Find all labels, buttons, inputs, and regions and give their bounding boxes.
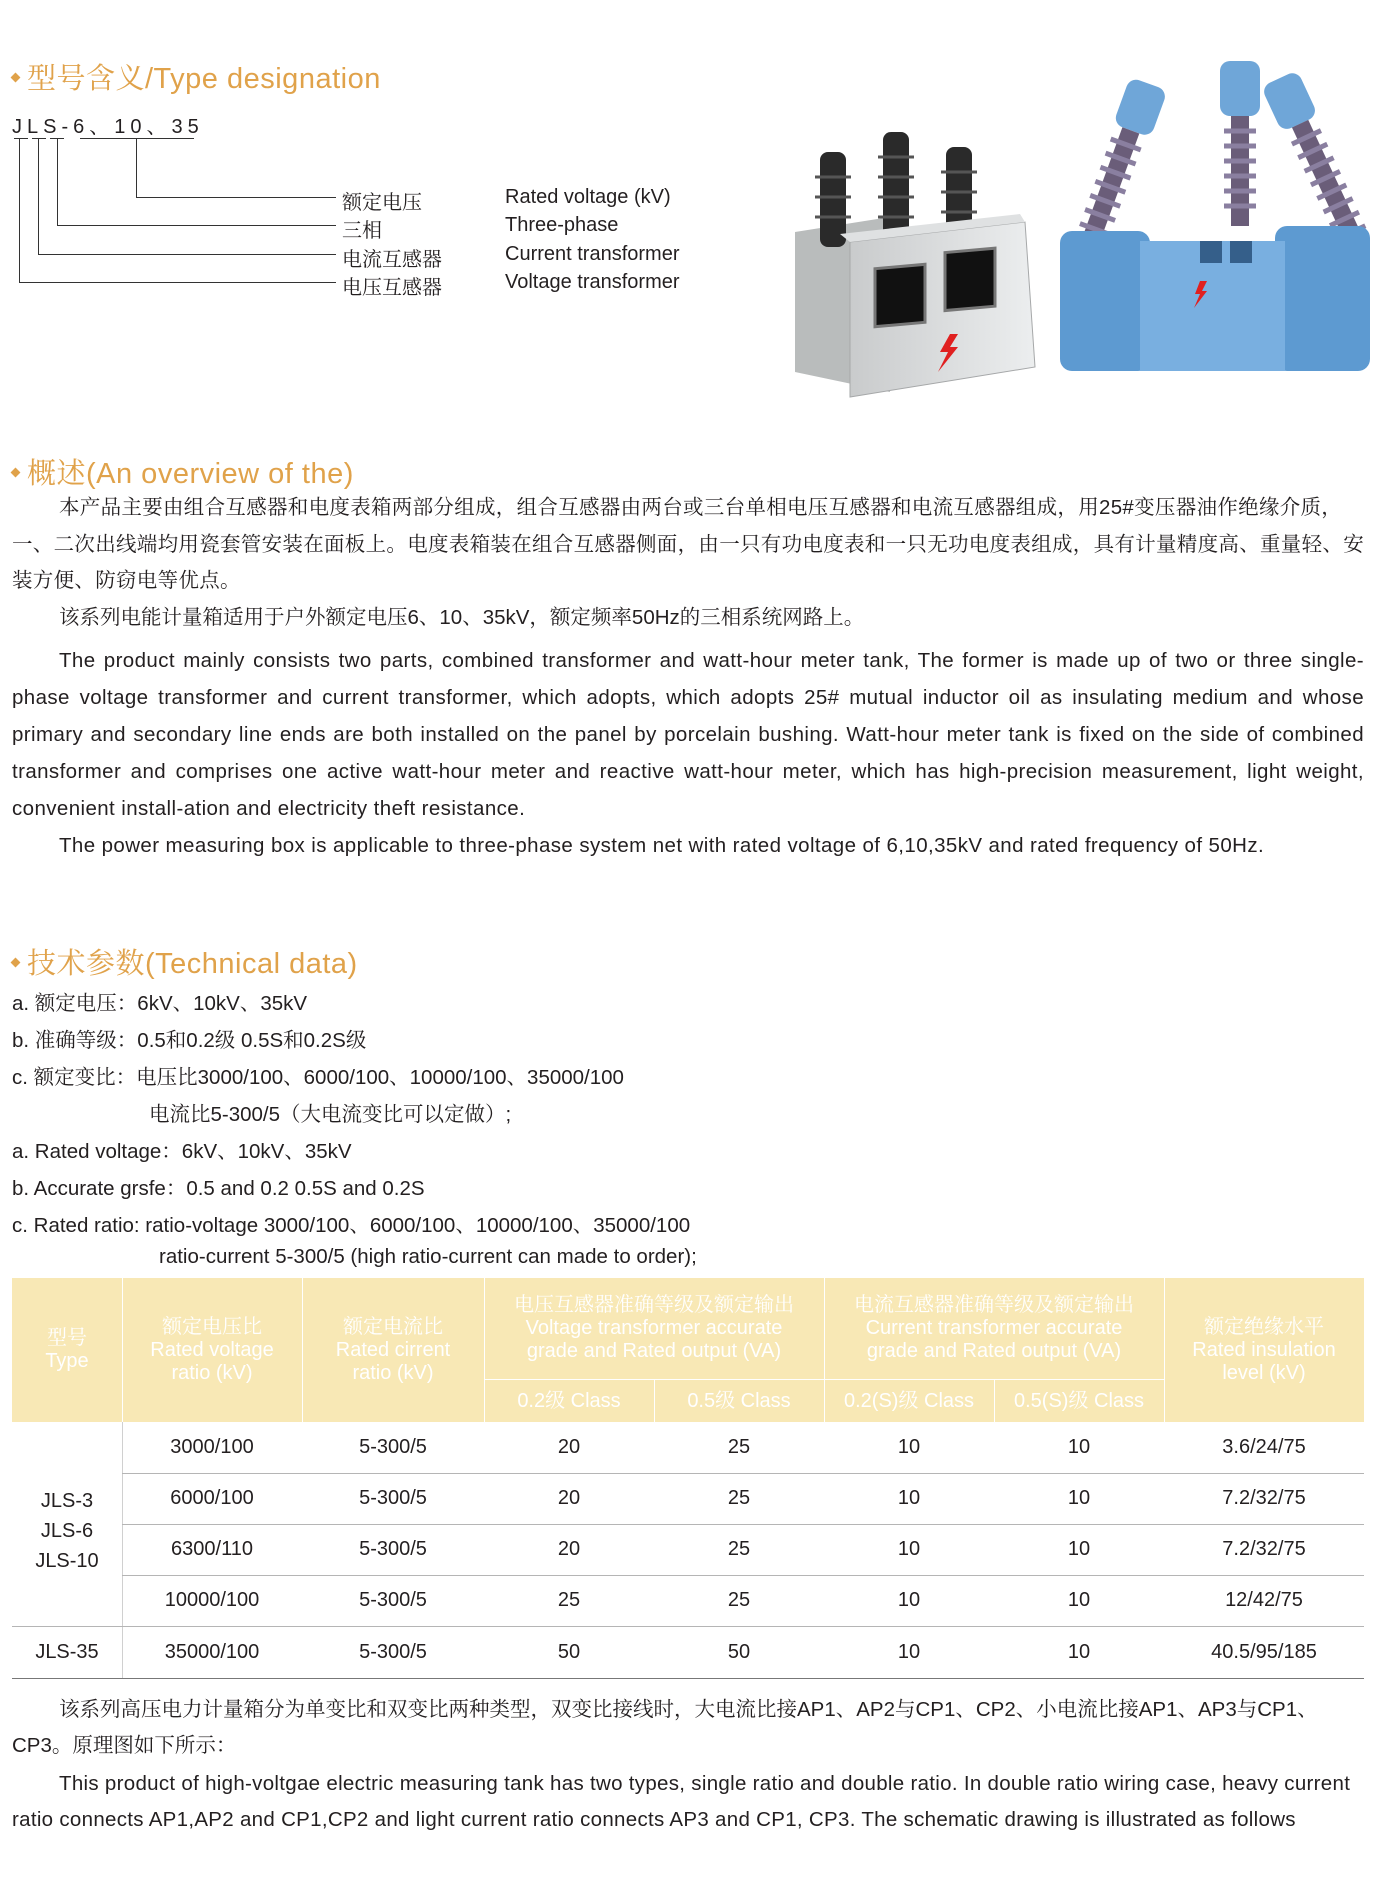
tech-line-rated-voltage-zh: a. 额定电压：6kV、10kV、35kV xyxy=(12,992,308,1015)
cell-ct-05s: 10 xyxy=(1067,1487,1091,1509)
leader-line xyxy=(19,282,336,283)
cell-insulation: 7.2/32/75 xyxy=(1222,1487,1306,1509)
legend-en-phase: Three-phase xyxy=(505,214,619,236)
type-designation-heading: 型号含义/Type designation xyxy=(12,56,381,97)
overview-en-paragraph-1: The product mainly consists two parts, combined transformer and watt-hour meter tank, The former is made up of two or three single-phase voltage transformer and current transformer, which adopts, which adopts 25# mutual inductor oil as insulating medium and whose primary and secondary line ends are both installed on the panel by porcelain bushing. Watt-hour meter tank is fixed on the side of combined transformer and comprises one active watt-hour meter and reactive watt-hour meter, which has high-precision measurement, light weight, convenient install-ation and electricity theft resistance. xyxy=(12,649,1364,820)
leader-line xyxy=(57,225,336,226)
leader-line xyxy=(19,139,20,282)
notes-zh-paragraph: 该系列高压电力计量箱分为单变比和双变比两种类型，双变比接线时，大电流比接AP1、AP2与CP1、CP2、小电流比接AP1、AP3与CP1、CP3。原理图如下所示： xyxy=(12,1698,1318,1757)
cell-vt-05: 50 xyxy=(727,1641,751,1663)
cell-current-ratio: 5-300/5 xyxy=(359,1641,427,1663)
cell-vt-05: 25 xyxy=(727,1538,751,1560)
cell-vt-02: 25 xyxy=(557,1589,581,1611)
overview-en-paragraph-2: The power measuring box is applicable to three-phase system net with rated voltage of 6,10,35kV and rated frequency of 50Hz. xyxy=(59,834,1265,857)
cell-ct-05s: 10 xyxy=(1067,1538,1091,1560)
tech-line-current-ratio-zh: 电流比5-300/5（大电流变比可以定做）; xyxy=(149,1103,512,1126)
row-separator xyxy=(12,1678,1364,1679)
leader-line xyxy=(38,139,39,254)
cell-insulation: 7.2/32/75 xyxy=(1222,1538,1306,1560)
code-underline xyxy=(32,138,46,139)
cell-voltage-ratio: 3000/100 xyxy=(170,1436,254,1458)
header-vt-accuracy: 电压互感器准确等级及额定输出 Voltage transformer accurate grade and Rated output (VA) xyxy=(514,1294,794,1362)
cell-insulation: 40.5/95/185 xyxy=(1211,1641,1317,1663)
cell-current-ratio: 5-300/5 xyxy=(359,1487,427,1509)
cell-ct-05s: 10 xyxy=(1067,1436,1091,1458)
cell-ct-02s: 10 xyxy=(897,1436,921,1458)
overview-heading: 概述(An overview of the) xyxy=(12,451,354,492)
cell-vt-02: 50 xyxy=(557,1641,581,1663)
overview-zh-paragraph-1: 本产品主要由组合互感器和电度表箱两部分组成，组合互感器由两台或三台单相电压互感器和电流互感器组成，用25#变压器油作绝缘介质，一、二次出线端均用瓷套管安装在面板上。电度表箱装在组合互感器侧面，由一只有功电度表和一只无功电度表组成，具有计量精度高、重量轻、安装方便、防窃电等优点。 xyxy=(12,496,1364,592)
notes-en-paragraph: This product of high-voltgae electric measuring tank has two types, single ratio and double ratio. In double ratio wiring case, heavy current ratio connects AP1,AP2 and CP1,CP2 and light current ratio connects AP3 and CP1, CP3. The schematic drawing is illustrated as follows xyxy=(12,1772,1351,1831)
code-underline xyxy=(80,138,194,139)
tech-line-rated-voltage-en: a. Rated voltage：6kV、10kV、35kV xyxy=(12,1140,352,1163)
cell-ct-05s: 10 xyxy=(1067,1641,1091,1663)
legend-en-ct: Current transformer xyxy=(505,243,680,265)
code-underline xyxy=(14,138,28,139)
legend-zh-phase: 三相 xyxy=(342,220,382,242)
leader-line xyxy=(57,139,58,225)
cell-vt-05: 25 xyxy=(727,1589,751,1611)
header-type: 型号 Type xyxy=(45,1327,89,1372)
header-vt-class-05: 0.5级 Class xyxy=(687,1389,791,1412)
cell-vt-02: 20 xyxy=(557,1538,581,1560)
legend-en-vt: Voltage transformer xyxy=(505,271,680,293)
cell-ct-02s: 10 xyxy=(897,1538,921,1560)
cell-ct-05s: 10 xyxy=(1067,1589,1091,1611)
cell-ct-02s: 10 xyxy=(897,1641,921,1663)
header-vt-class-02: 0.2级 Class xyxy=(517,1389,621,1412)
cell-voltage-ratio: 10000/100 xyxy=(164,1589,260,1611)
header-ct-accuracy: 电流互感器准确等级及额定输出 Current transformer accurate grade and Rated output (VA) xyxy=(854,1294,1134,1362)
cell-insulation: 3.6/24/75 xyxy=(1222,1436,1306,1458)
cell-vt-05: 25 xyxy=(727,1487,751,1509)
cell-vt-02: 20 xyxy=(557,1436,581,1458)
type-cell: JLS-10 xyxy=(35,1550,99,1572)
tech-line-ratio-en: c. Rated ratio: ratio-voltage 3000/100、6000/100、10000/100、35000/100 xyxy=(12,1214,691,1237)
tech-line-current-ratio-en: ratio-current 5-300/5 (high ratio-current can made to order); xyxy=(159,1245,697,1268)
model-code: JLS-6、10、35 xyxy=(12,116,204,138)
cell-current-ratio: 5-300/5 xyxy=(359,1436,427,1458)
header-ct-class-02s: 0.2(S)级 Class xyxy=(843,1389,975,1412)
tech-line-ratio-zh: c. 额定变比：电压比3000/100、6000/100、10000/100、35000/100 xyxy=(12,1066,624,1089)
product-photo-blue-unit xyxy=(1050,56,1380,386)
legend-en-voltage: Rated voltage (kV) xyxy=(505,186,671,208)
cell-ct-02s: 10 xyxy=(897,1487,921,1509)
leader-line xyxy=(136,139,137,198)
overview-zh-paragraph-2: 该系列电能计量箱适用于户外额定电压6、10、35kV，额定频率50Hz的三相系统网路上。 xyxy=(59,606,865,629)
leader-line xyxy=(38,254,336,255)
header-insulation: 额定绝缘水平 Rated insulation level (kV) xyxy=(1192,1315,1336,1384)
cell-current-ratio: 5-300/5 xyxy=(359,1538,427,1560)
diamond-bullet-icon xyxy=(11,957,21,967)
cell-voltage-ratio: 6000/100 xyxy=(170,1487,254,1509)
type-cell: JLS-35 xyxy=(35,1641,99,1663)
type-cell: JLS-3 xyxy=(40,1490,94,1512)
legend-zh-voltage: 额定电压 xyxy=(342,192,422,214)
header-rated-voltage: 额定电压比 Rated voltage ratio (kV) xyxy=(150,1315,274,1384)
diamond-bullet-icon xyxy=(11,72,21,82)
cell-ct-02s: 10 xyxy=(897,1589,921,1611)
leader-line xyxy=(136,197,336,198)
cell-vt-02: 20 xyxy=(557,1487,581,1509)
technical-heading: 技术参数(Technical data) xyxy=(12,941,358,982)
product-photo-grey-box xyxy=(780,122,1045,402)
cell-insulation: 12/42/75 xyxy=(1225,1589,1303,1611)
legend-zh-vt: 电压互感器 xyxy=(342,277,442,299)
header-ct-class-05s: 0.5(S)级 Class xyxy=(1013,1389,1145,1412)
header-rated-current: 额定电流比 Rated cirrent ratio (kV) xyxy=(335,1315,451,1384)
cell-voltage-ratio: 6300/110 xyxy=(171,1538,253,1560)
diamond-bullet-icon xyxy=(11,467,21,477)
tech-line-accuracy-en: b. Accurate grsfe：0.5 and 0.2 0.5S and 0.2S xyxy=(12,1177,425,1200)
tech-line-accuracy-zh: b. 准确等级：0.5和0.2级 0.5S和0.2S级 xyxy=(12,1029,367,1052)
cell-vt-05: 25 xyxy=(727,1436,751,1458)
cell-voltage-ratio: 35000/100 xyxy=(164,1641,260,1663)
cell-current-ratio: 5-300/5 xyxy=(359,1589,427,1611)
legend-zh-ct: 电流互感器 xyxy=(342,249,442,271)
type-cell: JLS-6 xyxy=(40,1520,94,1542)
